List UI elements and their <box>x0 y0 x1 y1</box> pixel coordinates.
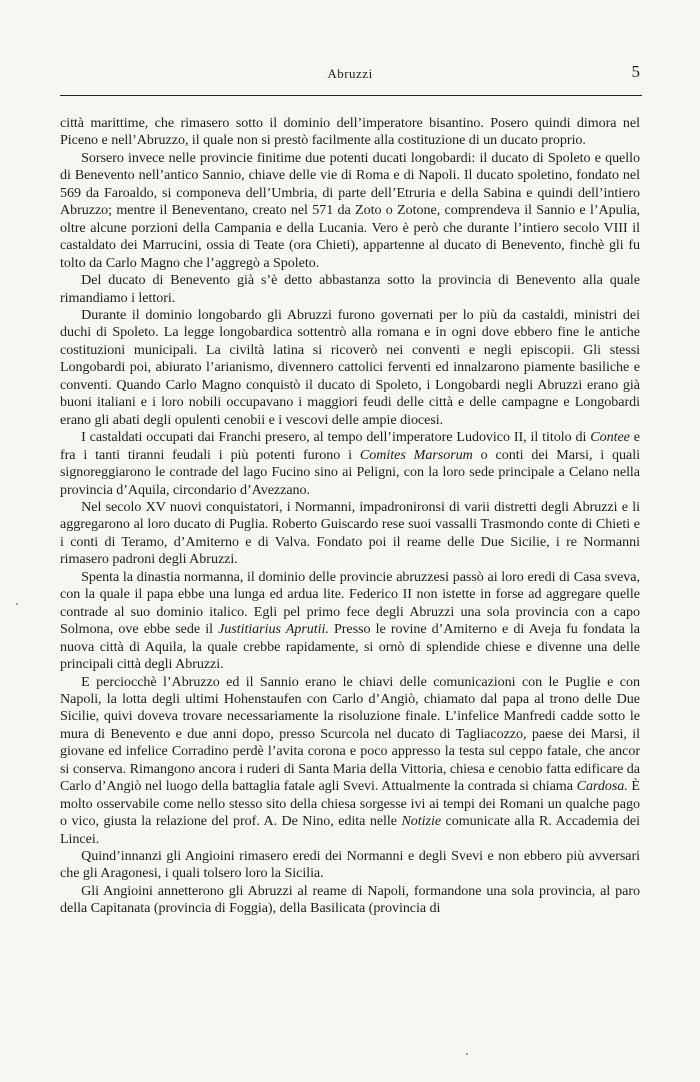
italic-term-contee: Contee <box>590 429 630 446</box>
running-head: Abruzzi <box>327 66 373 81</box>
italic-term-justitiarius: Justitiarius Aprutii. <box>218 621 329 638</box>
body-text <box>60 115 640 918</box>
paragraph-1: città marittime, che rimasero sotto il dominio dell’imperatore bisantino. Posero quindi dimora nel Piceno e nell’Abruzzo, il quale non si prestò facilmente alla costituzione di un ducato proprio. <box>60 115 640 149</box>
paragraph-8: E perciocchè l’Abruzzo ed il Sannio erano le chiavi delle comunicazioni con le Puglie e con Napoli, la lotta degli ultimi Hohenstaufen con Carlo d’Angiò, chiamato dal papa al trono delle Due Sicilie, quivi doveva trovare necessariamente la risoluzione finale. L’infelice Manfredi cadde sotto le mura di Benevento e due anni dopo, presso Scurcola nel ducato di Tagliacozzo, paese dei Marsi, il giovane ed infelice Corradino perdè l’avita corona e poco appresso la testa sul ceppo fatale, che ancor si conserva. Rimangono ancora i ruderi di Santa Maria della Vittoria, chiesa e cenobio fatta edificare da Carlo d’Angiò nel luogo della battaglia fatale agli Svevi. Attualmente la contrada si chiama Cardosa. È molto osservabile come nello stesso sito della chiesa sorgesse ivi ai tempi dei Romani un qualche pago o vico, giusta la relazione del prof. A. De Nino, edita nelle Notizie comunicate alla R. Accademia dei Lincei. <box>60 673 641 847</box>
paper-speck <box>16 603 18 605</box>
page-header <box>60 64 640 86</box>
italic-term-notizie: Notizie <box>401 813 442 830</box>
header-rule <box>60 95 642 96</box>
page-number: 5 <box>631 62 640 81</box>
paper-speck <box>466 1053 468 1055</box>
italic-term-cardosa: Cardosa. <box>576 778 628 795</box>
paragraph-5: I castaldati occupati dai Franchi presero, al tempo dell’imperatore Ludovico II, il titolo di Contee e fra i tanti tiranni feudali i più potenti furono i Comites Marsorum o conti dei Marsi, i quali signoreggiarono le contrade del lago Fucino sino ai Peligni, con la loro sede principale a Celano nella provincia d’Aquila, circondario d’Avezzano. <box>60 429 640 498</box>
paragraph-10: Gli Angioini annetterono gli Abruzzi al reame di Napoli, formandone una sola provincia, al paro della Capitanata (provincia di Foggia), della Basilicata (provincia di <box>60 882 640 917</box>
paragraph-9: Quind’innanzi gli Angioini rimasero eredi dei Normanni e degli Svevi e non ebbero più avversari che gli Aragonesi, i quali tolsero loro la Sicilia. <box>60 848 640 882</box>
paragraph-6: Nel secolo XV nuovi conquistatori, i Normanni, impadronironsi di varii distretti degli Abruzzi e li aggregarono al loro ducato di Puglia. Roberto Guiscardo rese suoi vassalli Trasmondo conte di Chieti e i conti di Teramo, d’Amiterno e di Valva. Fondato poi il reame delle Due Sicilie, i re Normanni rimasero padroni degli Abruzzi. <box>60 498 640 568</box>
paragraph-3: Del ducato di Benevento già s’è detto abbastanza sotto la provincia di Benevento alla quale rimandiamo i lettori. <box>60 272 640 306</box>
paragraph-7: Spenta la dinastia normanna, il dominio delle provincie abruzzesi passò ai loro eredi di Casa sveva, con la quale il papa ebbe una lunga ed ardua lite. Federico II non istette in forse ad aggregare quelle contrade al suo dominio italico. Egli pel primo fece degli Abruzzi una sola provincia con a capo Solmona, ove ebbe sede il Justitiarius Aprutii. Presso le rovine d’Amiterno e di Aveja fu fondata la nuova città di Aquila, la quale crebbe rapidamente, si ornò di splendide chiese e divenne una delle principali città degli Abruzzi. <box>60 568 640 673</box>
paragraph-4: Durante il dominio longobardo gli Abruzzi furono governati per lo più da castaldi, ministri dei duchi di Spoleto. La legge longobardica sottentrò alla romana e in ogni dove ebbero fine le antiche costituzioni municipali. La civiltà latina si ricoverò nei conventi e negli episcopii. Gli stessi Longobardi poi, abiurato l’arianismo, divennero cattolici ferventi ed innalzarono piamente basiliche e conventi. Quando Carlo Magno conquistò il ducato di Spoleto, i Longobardi negli Abruzzi erano già buoni italiani e i loro nobili occupavano i maggiori feudi delle città e delle campagne e Longobardi erano gli abati degli opulenti cenobii e i vescovi delle ampie diocesi. <box>60 306 640 428</box>
italic-term-comites-marsorum: Comites Marsorum <box>359 446 473 463</box>
paragraph-2: Sorsero invece nelle provincie finitime due potenti ducati longobardi: il ducato di Spoleto e quello di Benevento nell’antico Sannio, chiave delle vie di Roma e di Napoli. Il ducato spoletino, fondato nel 569 da Faroaldo, si componeva dell’Umbria, di parte dell’Etruria e della Sabina e quindi dell’intiero Abruzzo; mentre il Beneventano, creato nel 571 da Zoto o Zotone, comprendeva il Sannio e l’Apulia, oltre alcune porzioni della Campania e della Lucania. Vero è però che durante l’intiero secolo VIII il castaldato dei Marrucini, ossia di Teate (ora Chieti), appartenne al ducato di Benevento, finchè gli fu tolto da Carlo Magno che l’aggregò a Spoleto. <box>60 149 640 271</box>
